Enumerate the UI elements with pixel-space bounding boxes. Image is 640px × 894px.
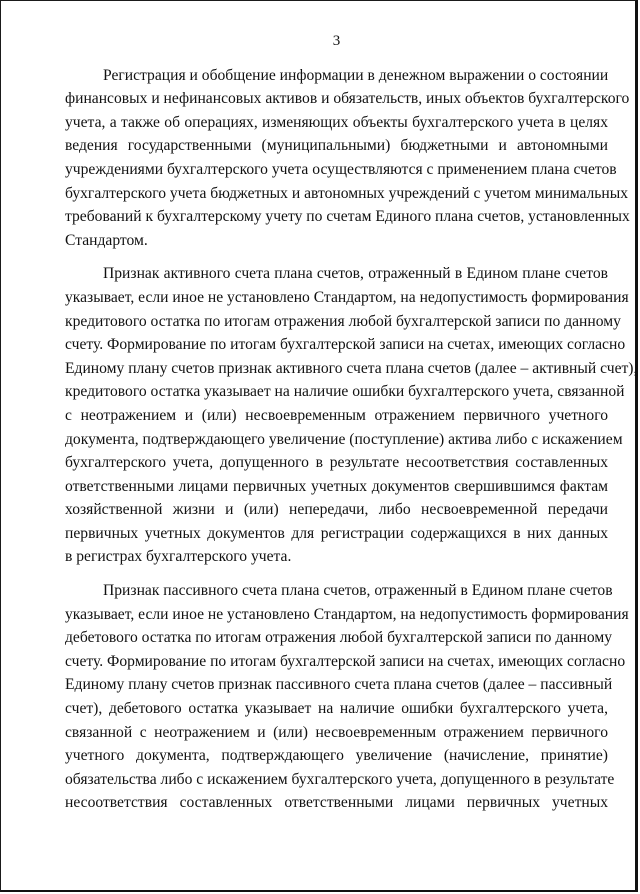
- text-line: указывает, если иное не установлено Стандартом, на недопустимость формирования: [65, 288, 629, 306]
- text-line: в регистрах бухгалтерского учета.: [65, 548, 292, 566]
- page-number: 3: [332, 33, 341, 49]
- text-line: учреждениями бухгалтерского учета осуществляются с применением плана счетов: [65, 160, 617, 178]
- text-line: Регистрация и обобщение информации в денежном выражении о состоянии: [103, 66, 609, 84]
- text-line: счет), дебетового остатка указывает на наличие ошибки бухгалтерского учета,: [65, 700, 608, 718]
- text-line: требований к бухгалтерскому учету по счетам Единого плана счетов, установленных: [65, 208, 630, 226]
- text-line: учетного документа, подтверждающего увеличение (начисление, принятие): [65, 747, 608, 765]
- text-line: кредитового остатка по итогам отражения любой бухгалтерской записи по данному: [65, 312, 621, 330]
- text-line: Признак активного счета плана счетов, отраженный в Едином плане счетов: [103, 265, 608, 283]
- paragraph-3: [65, 579, 629, 815]
- text-line: учета, а также об операциях, изменяющих объекты бухгалтерского учета в целях: [65, 113, 608, 131]
- text-line: Признак пассивного счета плана счетов, отраженный в Едином плане счетов: [103, 582, 613, 600]
- text-line: счету. Формирование по итогам бухгалтерской записи на счетах, имеющих согласно: [65, 652, 626, 670]
- text-line: первичных учетных документов для регистрации содержащихся в них данных: [65, 524, 608, 542]
- text-line: счету. Формирование по итогам бухгалтерской записи на счетах, имеющих согласно: [65, 336, 626, 354]
- document-page: [65, 30, 638, 825]
- text-line: бухгалтерского учета бюджетных и автономных учреждений с учетом минимальных: [65, 184, 629, 202]
- text-line: связанной с неотражением и (или) несвоевременным отражением первичного: [65, 723, 608, 741]
- text-line: хозяйственной жизни и (или) непередачи, либо несвоевременной передачи: [65, 501, 608, 519]
- paragraph-2: [65, 262, 638, 569]
- paragraph-1: [65, 64, 630, 253]
- text-line: Единому плану счетов признак пассивного счета плана счетов (далее – пассивный: [65, 676, 613, 694]
- text-line: документа, подтверждающего увеличение (поступление) актива либо с искажением: [65, 430, 623, 448]
- text-line: кредитового остатка указывает на наличие ошибки бухгалтерского учета, связанной: [65, 383, 625, 401]
- text-line: Единому плану счетов признак активного счета плана счетов (далее – активный счет),: [65, 359, 638, 377]
- document-body: [65, 64, 638, 815]
- text-line: ответственными лицами первичных учетных документов свершившимся фактам: [65, 477, 608, 495]
- text-line: указывает, если иное не установлено Стандартом, на недопустимость формирования: [65, 605, 629, 623]
- text-line: несоответствия составленных ответственными лицами первичных учетных: [65, 794, 608, 812]
- text-line: Стандартом.: [65, 231, 148, 249]
- text-line: с неотражением и (или) несвоевременным отражением первичного учетного: [65, 406, 608, 424]
- text-line: обязательства либо с искажением бухгалтерского учета, допущенного в результате: [65, 770, 615, 788]
- text-line: ведения государственными (муниципальными) бюджетными и автономными: [65, 137, 608, 155]
- text-line: финансовых и нефинансовых активов и обязательств, иных объектов бухгалтерского: [65, 90, 630, 108]
- text-line: бухгалтерского учета, допущенного в результате несоответствия составленных: [65, 454, 608, 472]
- text-line: дебетового остатка по итогам отражения любой бухгалтерской записи по данному: [65, 629, 613, 647]
